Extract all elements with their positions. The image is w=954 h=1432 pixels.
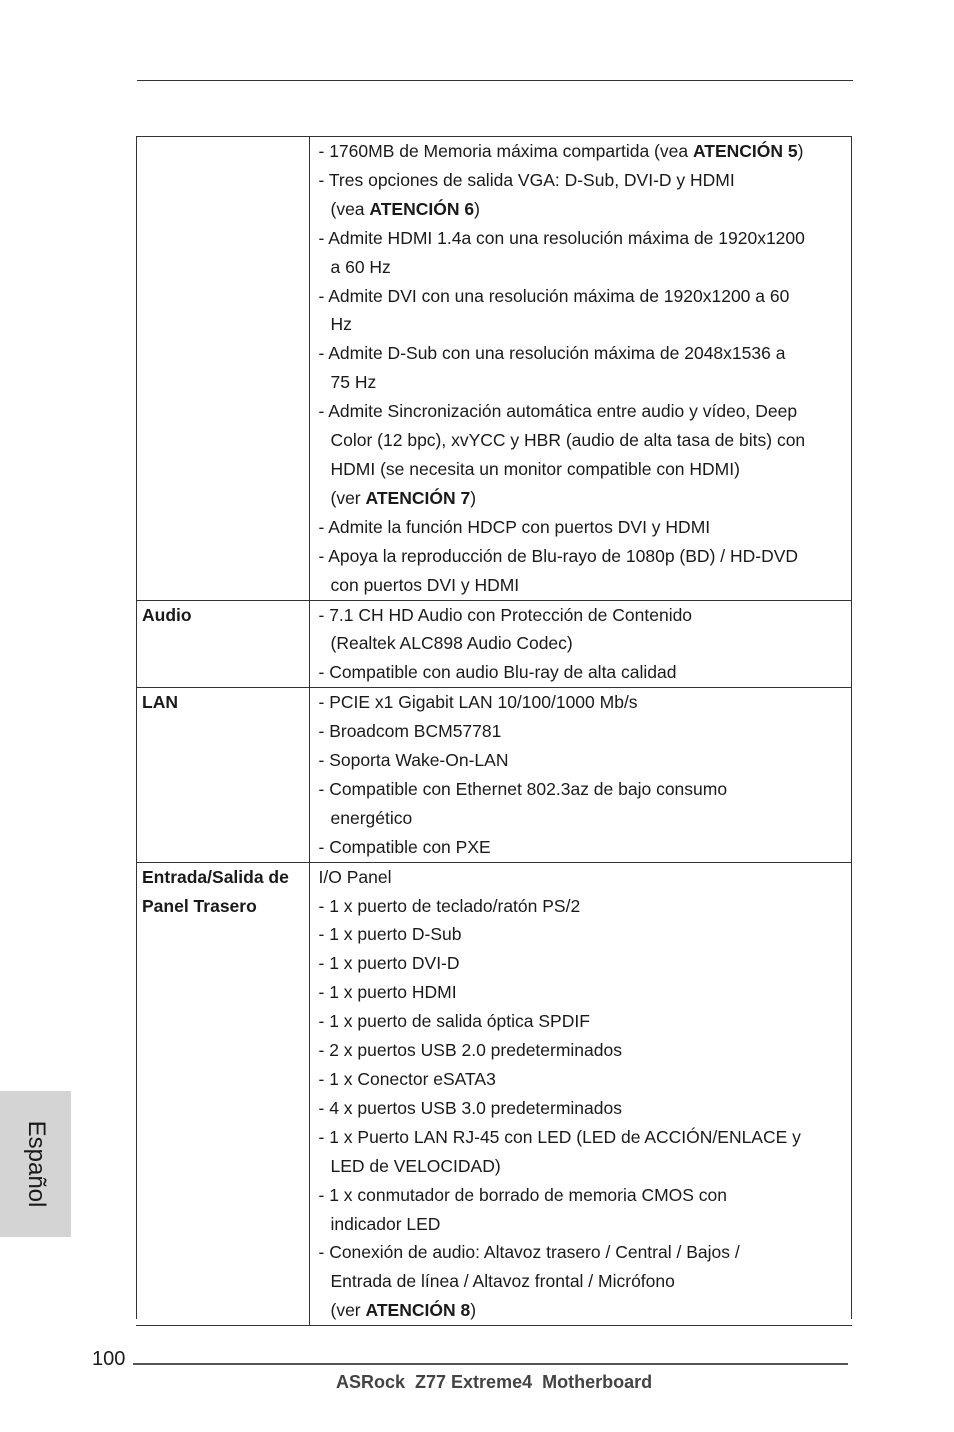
page-number: 100 [92,1348,126,1370]
spec-line [319,1007,853,1036]
spec-text: (vea [330,198,370,219]
spec-text: - 1 x puerto DVI-D [318,953,460,974]
spec-content-cell [309,688,852,862]
spec-text: - Admite Sincronización automática entre audio y vídeo, Deep [318,401,798,422]
spec-line [319,863,853,892]
spec-line [319,571,853,600]
spec-text: - Tres opciones de salida VGA: D-Sub, DVI-D y HDMI [318,169,735,190]
footer-title: ASRock Z77 Extreme4 Motherboard [336,1372,653,1392]
spec-text: - Broadcom BCM57781 [318,721,502,742]
spec-label: LAN [142,692,178,713]
spec-line [319,920,853,949]
spec-line [319,1267,853,1296]
spec-line [319,978,853,1007]
spec-line [319,1065,853,1094]
spec-text: a 60 Hz [330,256,391,277]
spec-text: (ver [330,1300,366,1321]
spec-text: - Conexión de audio: Altavoz trasero / Central / Bajos / [318,1242,740,1263]
spec-text: - 1 x puerto de teclado/ratón PS/2 [318,895,581,916]
spec-text: energético [330,807,413,828]
spec-text: indicador LED [330,1213,441,1234]
specification-table [136,136,852,1326]
spec-text: (ver [330,487,366,508]
spec-line [319,253,853,282]
spec-text: ) [470,487,477,508]
spec-line [319,426,853,455]
note-reference: ATENCIÓN 6 [369,198,475,219]
spec-text: - Compatible con Ethernet 802.3az de bajo consumo [318,778,728,799]
spec-line [319,166,853,195]
spec-content-cell [309,862,852,1326]
spec-line [319,892,853,921]
spec-line [319,310,853,339]
spec-text: - 4 x puertos USB 3.0 predeterminados [318,1097,622,1118]
spec-content-cell [309,600,852,688]
spec-line [319,1181,853,1210]
spec-line [319,1238,853,1267]
spec-line [319,368,853,397]
spec-line [319,1123,853,1152]
spec-row [136,688,852,862]
spec-text: - 1760MB de Memoria máxima compartida (vea [318,141,693,161]
spec-text: - Admite la función HDCP con puertos DVI y HDMI [318,516,711,537]
spec-text: - Admite D-Sub con una resolución máxima de 2048x1536 a [318,343,786,364]
spec-text: - 2 x puertos USB 2.0 predeterminados [318,1040,622,1061]
note-reference: ATENCIÓN 7 [365,487,471,508]
spec-label-cell [136,137,309,601]
spec-line [319,513,853,542]
spec-line [319,224,853,253]
spec-text: - Apoya la reproducción de Blu-rayo de 1080p (BD) / HD-DVD [318,545,799,566]
spec-line [319,1094,853,1123]
note-reference: ATENCIÓN 8 [365,1300,471,1321]
spec-label-cell [136,600,309,688]
spec-line [319,397,853,426]
specification-table-body [136,137,852,1326]
spec-row [136,600,852,688]
spec-text: - Compatible con audio Blu-ray de alta calidad [318,662,677,683]
spec-line [319,339,853,368]
spec-text: ) [474,198,480,219]
note-reference: ATENCIÓN 5 [692,141,798,161]
spec-label-cell [136,688,309,862]
spec-text: - PCIE x1 Gigabit LAN 10/100/1000 Mb/s [318,692,638,713]
spec-text: ) [797,141,804,161]
spec-text: Entrada de línea / Altavoz frontal / Micrófono [330,1271,675,1292]
spec-line [319,658,853,687]
spec-line [319,949,853,978]
spec-text: - Admite HDMI 1.4a con una resolución máxima de 1920x1200 [318,227,805,248]
spec-line [319,1036,853,1065]
spec-text: - Compatible con PXE [318,836,491,857]
spec-line [319,282,853,311]
spec-line [319,484,853,513]
spec-row [136,137,852,601]
header-rule [137,80,853,81]
spec-line [319,1296,853,1325]
spec-text: - 1 x puerto D-Sub [318,924,462,945]
spec-line [319,833,853,862]
spec-line [319,717,853,746]
spec-line [319,775,853,804]
spec-text: HDMI (se necesita un monitor compatible con HDMI) [330,458,740,479]
spec-line [319,601,853,630]
spec-text: Color (12 bpc), xvYCC y HBR (audio de alta tasa de bits) con [330,430,806,451]
spec-line [319,629,853,658]
spec-line [319,195,853,224]
spec-text: LED de VELOCIDAD) [330,1155,501,1176]
spec-text: (Realtek ALC898 Audio Codec) [330,633,573,654]
spec-label-cell [136,862,309,1326]
spec-content-cell [309,137,852,601]
spec-text: ) [470,1300,477,1321]
language-tab [0,1091,71,1237]
spec-text: - Soporta Wake-On-LAN [318,750,509,771]
spec-row [136,862,852,1326]
spec-line [319,137,853,166]
spec-line [319,1152,853,1181]
spec-text: - 1 x puerto HDMI [318,982,457,1003]
spec-text: - 1 x Puerto LAN RJ-45 con LED (LED de ACCIÓN/ENLACE y [318,1126,801,1147]
spec-text: con puertos DVI y HDMI [330,574,520,595]
spec-line [319,746,853,775]
spec-text: - 1 x puerto de salida óptica SPDIF [318,1011,590,1032]
spec-text: Hz [330,314,352,335]
footer-rule [133,1363,848,1365]
spec-line [319,804,853,833]
spec-text: 75 Hz [330,372,377,393]
spec-text: I/O Panel [318,866,392,887]
spec-text: - Admite DVI con una resolución máxima de 1920x1200 a 60 [318,285,790,306]
spec-line [319,455,853,484]
spec-text: - 1 x conmutador de borrado de memoria CMOS con [318,1184,728,1205]
language-tab-label: Español [22,1120,50,1208]
spec-label: Entrada/Salida de [142,866,289,887]
spec-line [319,542,853,571]
spec-label: Panel Trasero [142,895,257,916]
spec-text: - 1 x Conector eSATA3 [318,1069,496,1089]
spec-text: - 7.1 CH HD Audio con Protección de Contenido [318,604,693,625]
spec-line [319,1210,853,1239]
spec-label: Audio [142,604,192,625]
spec-line [319,688,853,717]
